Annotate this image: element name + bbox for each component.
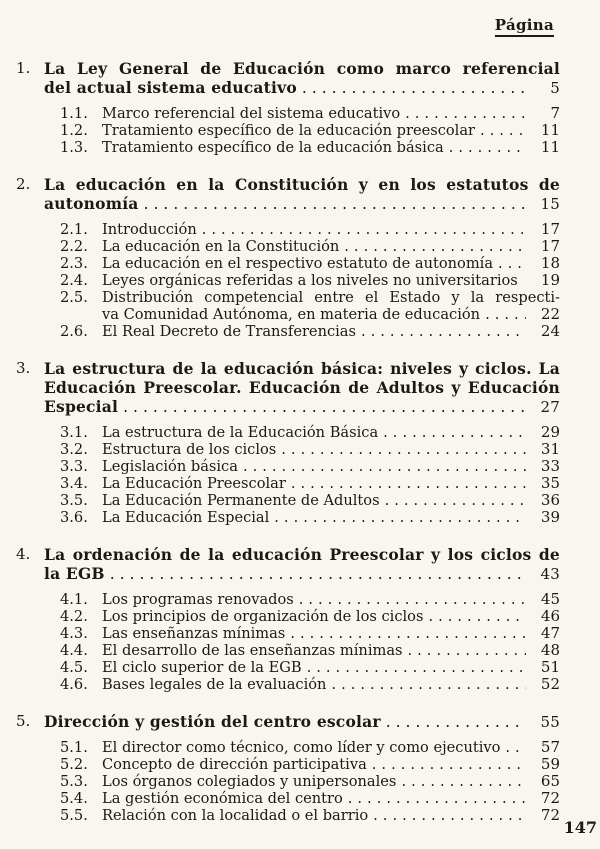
section-items [16,591,560,693]
entry-page-number: 45 [540,590,560,608]
entry-last-line [102,458,560,475]
entry-text: Legislación básica [102,458,238,475]
toc-item [60,139,560,156]
section-title [44,59,560,98]
dot-leader [378,424,526,441]
item-number: 5.4. [60,790,88,807]
dot-leader [396,773,526,790]
item-title [102,424,560,441]
item-title [102,790,560,807]
item-title [102,625,560,642]
toc-item [60,255,560,272]
entry-last-line [102,509,560,526]
dot-leader [339,238,526,255]
toc-section [16,712,560,824]
section-title [44,175,560,214]
item-title [102,475,560,492]
toc-item [60,221,560,238]
dot-leader [500,739,526,756]
entry-page-number: 18 [540,254,560,272]
entry-last-line [102,255,560,272]
item-title [102,139,560,156]
item-title [102,492,560,509]
entry-page-number: 51 [540,658,560,676]
entry-text: El Real Decreto de Transferencias [102,323,357,340]
dot-leader [368,807,526,824]
entry-text: El director como técnico, como líder y como ejecutivo [102,739,501,756]
dot-leader [286,475,526,492]
entry-last-line [102,306,560,323]
entry-text-line: La Ley General de Educación como marco referencial [44,59,560,78]
section-number: 5. [16,712,31,730]
toc-item [60,272,560,289]
section-items [16,739,560,824]
item-number: 2.1. [60,221,88,238]
item-number: 2.3. [60,255,88,272]
entry-last-line [102,272,560,289]
section-items [16,221,560,340]
toc-item [60,608,560,625]
dot-leader [269,509,526,526]
entry-last-line [102,441,560,458]
entry-page-number: 55 [540,713,560,731]
dot-leader [356,323,526,340]
dot-leader [403,642,526,659]
section-number: 2. [16,175,31,193]
item-title [102,608,560,625]
toc-item [60,790,560,807]
entry-text: La educación en la Constitución [102,238,340,255]
item-title [102,509,560,526]
dot-leader [326,676,526,693]
entry-last-line [102,642,560,659]
entry-page-number: 47 [540,624,560,642]
dot-leader [238,458,526,475]
entry-page-number: 65 [540,772,560,790]
entry-page-number: 11 [540,138,560,156]
item-title [102,255,560,272]
dot-leader [343,790,526,807]
entry-text: Los programas renovados [102,591,294,608]
entry-last-line [102,659,560,676]
item-number: 2.6. [60,323,88,340]
item-title [102,122,560,139]
item-title [102,659,560,676]
item-title [102,773,560,790]
toc-section [16,59,560,156]
dot-leader [423,608,526,625]
entry-page-number: 59 [540,755,560,773]
section-title-row [16,712,560,732]
item-number: 4.4. [60,642,88,659]
entry-page-number: 29 [540,423,560,441]
section-title [44,712,560,732]
dot-leader [475,122,526,139]
toc-item [60,807,560,824]
dot-leader [285,625,526,642]
dot-leader [276,441,526,458]
toc-section [16,545,560,693]
entry-last-line [44,194,560,214]
entry-last-line [102,105,560,122]
entry-page-number: 52 [540,675,560,693]
entry-last-line [102,492,560,509]
dot-leader [302,659,526,676]
toc-item [60,475,560,492]
entry-text: La Educación Preescolar [102,475,286,492]
dot-leader [367,756,526,773]
dot-leader [400,105,526,122]
entry-page-number: 33 [540,457,560,475]
item-number: 2.4. [60,272,88,289]
entry-page-number: 17 [540,237,560,255]
dot-leader [197,221,526,238]
entry-page-number: 43 [540,565,560,583]
section-title-row [16,175,560,214]
entry-last-line [102,676,560,693]
entry-last-line [102,773,560,790]
entry-last-line [44,564,560,584]
entry-last-line [102,756,560,773]
entry-page-number: 15 [540,195,560,213]
item-number: 4.5. [60,659,88,676]
entry-page-number: 72 [540,806,560,824]
entry-last-line [102,323,560,340]
item-number: 3.1. [60,424,88,441]
toc-item [60,441,560,458]
entry-text: Los principios de organización de los ciclos [102,608,424,625]
dot-leader [105,565,526,584]
entry-last-line [102,591,560,608]
entry-text: La gestión económica del centro [102,790,343,807]
item-title [102,458,560,475]
dot-leader [381,713,526,732]
entry-last-line [44,712,560,732]
dot-leader [139,195,526,214]
dot-leader [297,79,526,98]
entry-text: Concepto de dirección participativa [102,756,367,773]
item-number: 3.6. [60,509,88,526]
item-number: 3.5. [60,492,88,509]
entry-last-line [102,424,560,441]
item-title [102,642,560,659]
entry-page-number: 46 [540,607,560,625]
entry-text: El desarrollo de las enseñanzas mínimas [102,642,403,659]
item-title [102,323,560,340]
dot-leader [294,591,526,608]
item-title [102,105,560,122]
section-number: 1. [16,59,31,77]
toc-item [60,773,560,790]
entry-page-number: 17 [540,220,560,238]
dot-leader [118,398,526,417]
entry-last-line [102,790,560,807]
section-number: 4. [16,545,31,563]
entry-text-line: Distribución competencial entre el Estado y la respecti- [102,289,560,306]
entry-text: Marco referencial del sistema educativo [102,105,401,122]
item-number: 5.3. [60,773,88,790]
section-title [44,545,560,584]
entry-text: del actual sistema educativo [44,78,297,97]
entry-text-line: Educación Preescolar. Educación de Adultos y Educación [44,378,560,397]
toc-item [60,323,560,340]
entry-page-number: 36 [540,491,560,509]
item-number: 5.5. [60,807,88,824]
toc-section [16,359,560,526]
item-title [102,289,560,323]
entry-last-line [102,739,560,756]
item-title [102,807,560,824]
toc-item [60,238,560,255]
entry-page-number: 22 [540,305,560,323]
entry-page-number: 39 [540,508,560,526]
entry-text: La estructura de la Educación Básica [102,424,379,441]
entry-last-line [44,78,560,98]
entry-last-line [44,397,560,417]
item-title [102,238,560,255]
entry-text: Estructura de los ciclos [102,441,277,458]
entry-last-line [102,807,560,824]
entry-text: La educación en el respectivo estatuto de autonomía [102,255,494,272]
dot-leader [444,139,526,156]
toc-item [60,756,560,773]
entry-page-number: 72 [540,789,560,807]
item-number: 3.3. [60,458,88,475]
item-title [102,272,560,289]
item-number: 5.1. [60,739,88,756]
entry-text: Relación con la localidad o el barrio [102,807,369,824]
entry-text: Bases legales de la evaluación [102,676,327,693]
entry-page-number: 35 [540,474,560,492]
toc-item [60,122,560,139]
toc-item [60,509,560,526]
toc-item [60,458,560,475]
dot-leader [380,492,526,509]
section-number: 3. [16,359,31,377]
entry-last-line [102,475,560,492]
item-title [102,676,560,693]
entry-text: La Educación Permanente de Adultos [102,492,380,509]
item-number: 4.3. [60,625,88,642]
entry-page-number: 27 [540,398,560,416]
entry-text: autonomía [44,194,139,213]
entry-page-number: 19 [540,271,560,289]
entry-last-line [102,221,560,238]
entry-page-number: 5 [550,79,560,97]
toc-item [60,659,560,676]
entry-text-line: La ordenación de la educación Preescolar y los ciclos de [44,545,560,564]
entry-text-line: La educación en la Constitución y en los estatutos de [44,175,560,194]
entry-text: Los órganos colegiados y unipersonales [102,773,397,790]
toc-item [60,739,560,756]
toc-item [60,424,560,441]
item-number: 4.2. [60,608,88,625]
entry-page-number: 11 [540,121,560,139]
toc-item [60,591,560,608]
page-number: 147 [563,818,597,837]
section-title-row [16,59,560,98]
item-number: 3.2. [60,441,88,458]
entry-last-line [102,122,560,139]
item-number: 4.6. [60,676,88,693]
section-items [16,105,560,156]
section-title-row [16,359,560,417]
entry-text: Introducción [102,221,197,238]
item-number: 1.1. [60,105,88,122]
item-number: 1.3. [60,139,88,156]
section-title-row [16,545,560,584]
table-of-contents [0,37,600,824]
item-title [102,221,560,238]
entry-page-number: 57 [540,738,560,756]
item-title [102,591,560,608]
entry-page-number: 7 [550,104,560,122]
dot-leader [480,306,526,323]
entry-page-number: 24 [540,322,560,340]
section-title [44,359,560,417]
entry-page-number: 48 [540,641,560,659]
entry-text: va Comunidad Autónoma, en materia de educación [102,306,481,323]
section-items [16,424,560,526]
item-number: 5.2. [60,756,88,773]
page-header [0,0,600,37]
entry-text: Tratamiento específico de la educación básica [102,139,444,156]
entry-text: la EGB [44,564,105,583]
toc-item [60,105,560,122]
item-number: 4.1. [60,591,88,608]
entry-last-line [102,139,560,156]
entry-text: La Educación Especial [102,509,270,526]
item-number: 3.4. [60,475,88,492]
entry-text: El ciclo superior de la EGB [102,659,302,676]
entry-text: Leyes orgánicas referidas a los niveles no universitarios [102,272,518,289]
entry-last-line [102,608,560,625]
toc-item [60,625,560,642]
entry-last-line [102,625,560,642]
item-title [102,739,560,756]
entry-text-line: La estructura de la educación básica: niveles y ciclos. La [44,359,560,378]
entry-text: Dirección y gestión del centro escolar [44,712,381,731]
dot-leader [493,255,526,272]
toc-item [60,289,560,323]
page-column-label: Página [495,16,554,37]
toc-section [16,175,560,340]
item-number: 1.2. [60,122,88,139]
entry-text: Especial [44,397,119,416]
item-number: 2.2. [60,238,88,255]
entry-page-number: 31 [540,440,560,458]
toc-item [60,642,560,659]
toc-item [60,676,560,693]
toc-item [60,492,560,509]
item-title [102,441,560,458]
entry-text: Tratamiento específico de la educación preescolar [102,122,476,139]
entry-last-line [102,238,560,255]
item-number: 2.5. [60,289,88,306]
entry-text: Las enseñanzas mínimas [102,625,286,642]
item-title [102,756,560,773]
